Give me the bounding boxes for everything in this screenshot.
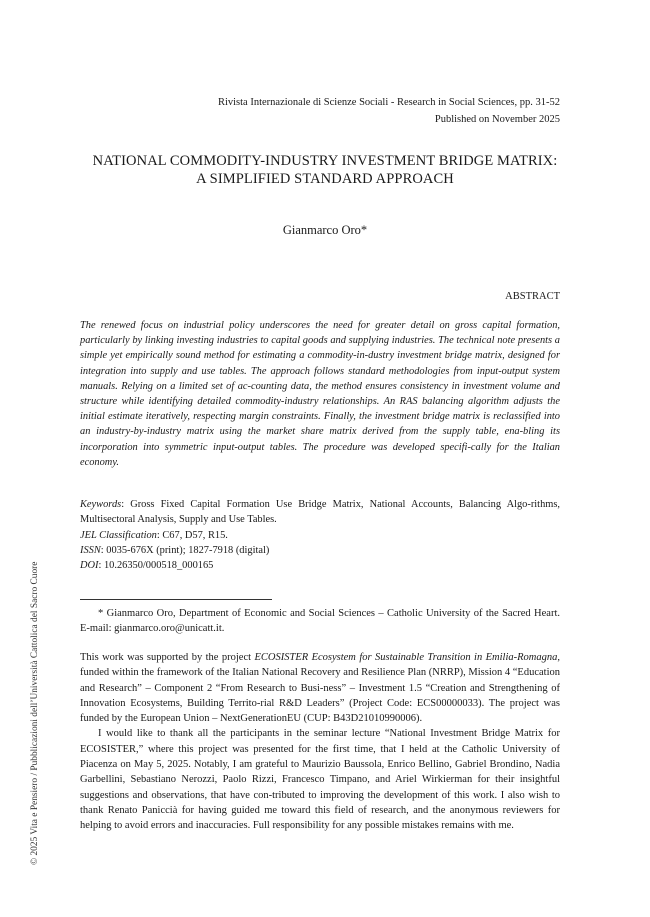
acknowledgements: [80, 650, 560, 834]
doi-label: DOI: [80, 560, 99, 572]
funding-paragraph: [80, 650, 560, 726]
author-footnote: * Gianmarco Oro, Department of Economic and Social Sciences – Catholic University of the Sacred Heart. E-mail: gianmarco.oro@unicatt.it.: [80, 608, 560, 635]
abstract-heading: ABSTRACT: [505, 291, 560, 302]
paper-metadata: [80, 497, 560, 573]
jel-line: [80, 528, 560, 543]
author-name: Gianmarco Oro*: [282, 223, 368, 237]
jel-label: JEL Classification: [80, 529, 157, 541]
issn-label: ISSN: [80, 544, 101, 556]
keywords-label: Keywords: [80, 499, 122, 510]
issn-value: : 0035-676X (print); 1827-7918 (digital): [100, 544, 270, 556]
title-line-1: NATIONAL COMMODITY-INDUSTRY INVESTMENT BRIDGE MATRIX:: [92, 153, 558, 169]
doi-line: [80, 558, 560, 573]
journal-header: [80, 94, 560, 128]
paper-title: [60, 152, 590, 188]
journal-citation: Rivista Internazionale di Scienze Sociali - Research in Social Sciences, pp. 31-52: [217, 97, 560, 108]
jel-value: : C67, D57, R15.: [156, 529, 228, 541]
funding-text-start: This work was supported by the project: [80, 652, 255, 663]
keywords-line: [80, 497, 560, 528]
funding-text-end: , funded within the framework of the Italian National Recovery and Resilience Plan (NRRP), Mission 4 “Education and Research” – Component 2 “From Research to Busi-ness” – Investment 1.5 “Creation and Strengthening of Innovation Ecosystems, Building Territo-rial R&D Leaders” (Project Code: ECS00000033). The project was funded by the European Union – NextGenerationEU (CUP: B43D21010990006).: [80, 652, 561, 725]
copyright-sidebar: © 2025 Vita e Pensiero / Pubblicazioni dell’Università Cattolica del Sacro Cuore: [30, 561, 40, 865]
keywords-value: : Gross Fixed Capital Formation Use Bridge Matrix, National Accounts, Balancing Algo-rithms, Multisectoral Analysis, Supply and Use Tables.: [80, 499, 560, 526]
project-name: ECOSISTER Ecosystem for Sustainable Transition in Emilia-Romagna: [254, 652, 558, 663]
abstract-text: The renewed focus on industrial policy underscores the need for greater detail on gross capital formation, particularly by linking investing industries to capital goods and supplying industries. The technical note presents a simple yet empirically sound method for estimating a commodity-in-dustry investment bridge matrix, designed for integration into supply and use tables. The approach follows standard methodologies from input-output system manuals. Relying on a limited set of ac-counting data, the method ensures consistency in investment volume and structure while identifying detailed commodity-industry relationships. An RAS balancing algorithm adjusts the initial estimate iteratively, respecting margin constraints. Finally, the investment bridge matrix is reclassified into an industry-by-industry matrix using the market share matrix derived from the supply table, ena-bling its incorporation into symmetric input-output tables. The procedure was developed specifi-cally for the Italian economy.: [80, 320, 560, 468]
doi-value: : 10.26350/000518_000165: [98, 560, 214, 572]
footnote-divider: [80, 599, 272, 600]
title-line-2: A SIMPLIFIED STANDARD APPROACH: [196, 171, 454, 187]
publication-date: Published on November 2025: [434, 114, 560, 125]
issn-line: [80, 543, 560, 558]
thanks-paragraph: I would like to thank all the participants in the seminar lecture “National Investment Bridge Matrix for ECOSISTER,” where this project was presented for the first time, that I held at the Catholic University of Piacenza on May 5, 2025. Notably, I am grateful to Maurizio Baussola, Enrico Bellino, Gabriel Brondino, Nadia Garbellini, Sebastiano Nerozzi, Paolo Rizzi, Francesco Timpano, and Ariel Wirkierman for their insightful suggestions and observations, that have con-tributed to improving the development of this work. I also wish to thank Renato Paniccià for having guided me toward this field of research, and the anonymous reviewers for helping to avoid errors and inaccuracies. Full responsibility for any possible mistakes remains with me.: [80, 728, 560, 832]
